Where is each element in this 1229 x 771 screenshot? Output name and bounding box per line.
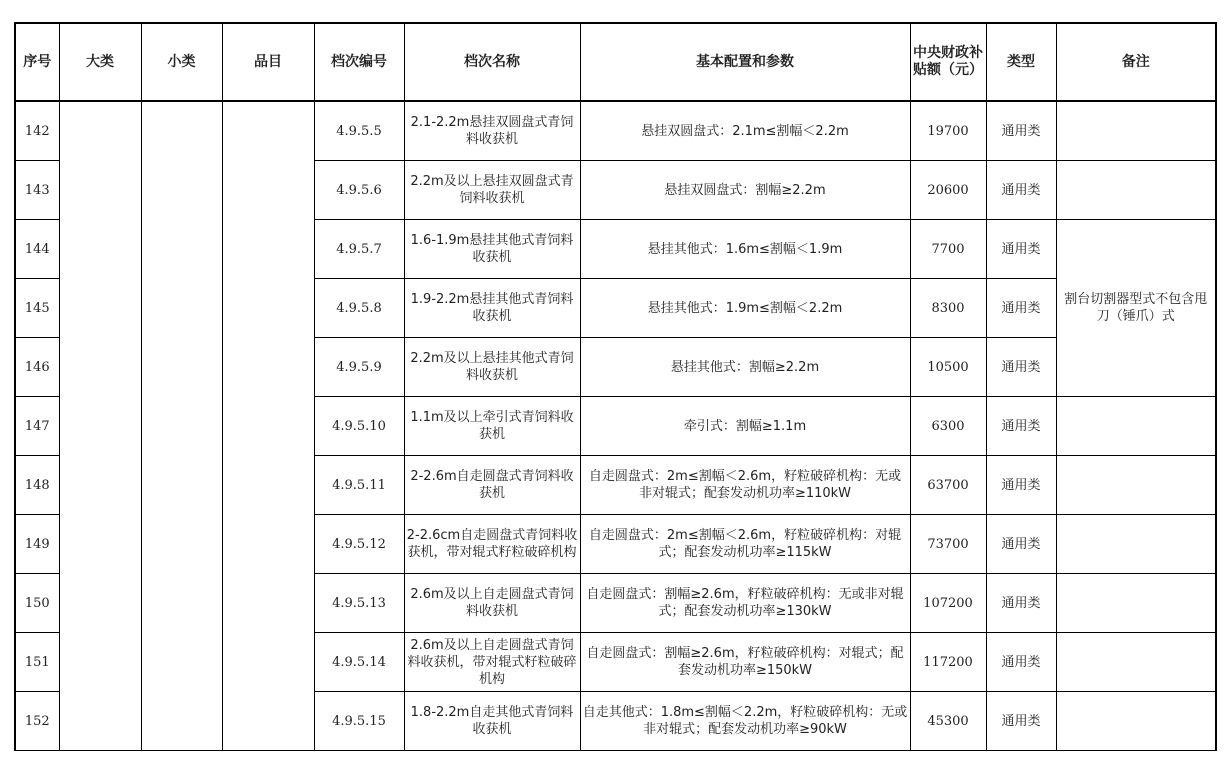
cell-type: 通用类	[986, 279, 1056, 338]
cell-subsidy: 63700	[910, 456, 986, 515]
cell-config: 牵引式：割幅≥1.1m	[580, 397, 910, 456]
cell-subsidy: 117200	[910, 633, 986, 692]
cell-code: 4.9.5.13	[314, 574, 404, 633]
header-type: 类型	[986, 23, 1056, 101]
table-row	[15, 101, 1216, 161]
header-config: 基本配置和参数	[580, 23, 910, 101]
cell-type: 通用类	[986, 220, 1056, 279]
header-minor: 小类	[141, 23, 222, 101]
cell-name: 1.1m及以上牵引式青饲料收获机	[404, 397, 580, 456]
cell-seq: 149	[15, 515, 59, 574]
cell-name: 2.2m及以上悬挂双圆盘式青饲料收获机	[404, 161, 580, 220]
cell-config: 悬挂其他式：1.6m≤割幅＜1.9m	[580, 220, 910, 279]
cell-note-merged: 割台切割器型式不包含甩刀（锤爪）式	[1056, 220, 1216, 397]
cell-code: 4.9.5.15	[314, 692, 404, 751]
cell-type: 通用类	[986, 574, 1056, 633]
cell-note	[1056, 515, 1216, 574]
header-row	[15, 23, 1216, 101]
cell-code: 4.9.5.8	[314, 279, 404, 338]
cell-code: 4.9.5.7	[314, 220, 404, 279]
cell-seq: 143	[15, 161, 59, 220]
cell-note	[1056, 397, 1216, 456]
cell-name: 2.6m及以上自走圆盘式青饲料收获机，带对辊式籽粒破碎机构	[404, 633, 580, 692]
cell-code: 4.9.5.9	[314, 338, 404, 397]
cell-name: 2-2.6m自走圆盘式青饲料收获机	[404, 456, 580, 515]
cell-note	[1056, 456, 1216, 515]
cell-config: 自走圆盘式：2m≤割幅＜2.6m，籽粒破碎机构：无或非对辊式；配套发动机功率≥110kW	[580, 456, 910, 515]
cell-type: 通用类	[986, 692, 1056, 751]
header-name: 档次名称	[404, 23, 580, 101]
cell-minor	[141, 101, 222, 751]
cell-config: 自走其他式：1.8m≤割幅＜2.2m，籽粒破碎机构：无或非对辊式；配套发动机功率≥90kW	[580, 692, 910, 751]
cell-subsidy: 20600	[910, 161, 986, 220]
cell-subsidy: 107200	[910, 574, 986, 633]
cell-seq: 144	[15, 220, 59, 279]
cell-note	[1056, 101, 1216, 161]
cell-code: 4.9.5.11	[314, 456, 404, 515]
cell-config: 悬挂其他式：割幅≥2.2m	[580, 338, 910, 397]
cell-subsidy: 7700	[910, 220, 986, 279]
cell-note	[1056, 692, 1216, 751]
header-seq: 序号	[15, 23, 59, 101]
cell-name: 2.2m及以上悬挂其他式青饲料收获机	[404, 338, 580, 397]
header-subsidy: 中央财政补贴额（元）	[910, 23, 986, 101]
cell-name: 2-2.6cm自走圆盘式青饲料收获机，带对辊式籽粒破碎机构	[404, 515, 580, 574]
cell-code: 4.9.5.14	[314, 633, 404, 692]
cell-subsidy: 73700	[910, 515, 986, 574]
cell-subsidy: 45300	[910, 692, 986, 751]
cell-code: 4.9.5.10	[314, 397, 404, 456]
header-code: 档次编号	[314, 23, 404, 101]
cell-seq: 151	[15, 633, 59, 692]
header-major: 大类	[59, 23, 141, 101]
cell-note	[1056, 633, 1216, 692]
cell-type: 通用类	[986, 633, 1056, 692]
header-note: 备注	[1056, 23, 1216, 101]
cell-config: 自走圆盘式：割幅≥2.6m，籽粒破碎机构：对辊式；配套发动机功率≥150kW	[580, 633, 910, 692]
cell-note	[1056, 161, 1216, 220]
cell-config: 自走圆盘式：割幅≥2.6m，籽粒破碎机构：无或非对辊式；配套发动机功率≥130kW	[580, 574, 910, 633]
cell-seq: 142	[15, 101, 59, 161]
cell-seq: 150	[15, 574, 59, 633]
cell-seq: 146	[15, 338, 59, 397]
cell-major	[59, 101, 141, 751]
cell-config: 自走圆盘式：2m≤割幅＜2.6m，籽粒破碎机构：对辊式；配套发动机功率≥115kW	[580, 515, 910, 574]
cell-config: 悬挂其他式：1.9m≤割幅＜2.2m	[580, 279, 910, 338]
cell-note	[1056, 574, 1216, 633]
cell-type: 通用类	[986, 456, 1056, 515]
cell-name: 2.1-2.2m悬挂双圆盘式青饲料收获机	[404, 101, 580, 161]
cell-type: 通用类	[986, 161, 1056, 220]
cell-type: 通用类	[986, 515, 1056, 574]
cell-type: 通用类	[986, 338, 1056, 397]
cell-seq: 147	[15, 397, 59, 456]
subsidy-table	[14, 22, 1217, 751]
cell-seq: 152	[15, 692, 59, 751]
cell-subsidy: 8300	[910, 279, 986, 338]
cell-config: 悬挂双圆盘式：2.1m≤割幅＜2.2m	[580, 101, 910, 161]
cell-config: 悬挂双圆盘式：割幅≥2.2m	[580, 161, 910, 220]
cell-type: 通用类	[986, 397, 1056, 456]
cell-item	[222, 101, 314, 751]
cell-subsidy: 19700	[910, 101, 986, 161]
cell-subsidy: 6300	[910, 397, 986, 456]
cell-type: 通用类	[986, 101, 1056, 161]
cell-code: 4.9.5.12	[314, 515, 404, 574]
cell-code: 4.9.5.6	[314, 161, 404, 220]
cell-seq: 148	[15, 456, 59, 515]
cell-name: 1.6-1.9m悬挂其他式青饲料收获机	[404, 220, 580, 279]
cell-code: 4.9.5.5	[314, 101, 404, 161]
cell-seq: 145	[15, 279, 59, 338]
cell-name: 1.8-2.2m自走其他式青饲料收获机	[404, 692, 580, 751]
cell-name: 2.6m及以上自走圆盘式青饲料收获机	[404, 574, 580, 633]
cell-name: 1.9-2.2m悬挂其他式青饲料收获机	[404, 279, 580, 338]
cell-subsidy: 10500	[910, 338, 986, 397]
header-item: 品目	[222, 23, 314, 101]
